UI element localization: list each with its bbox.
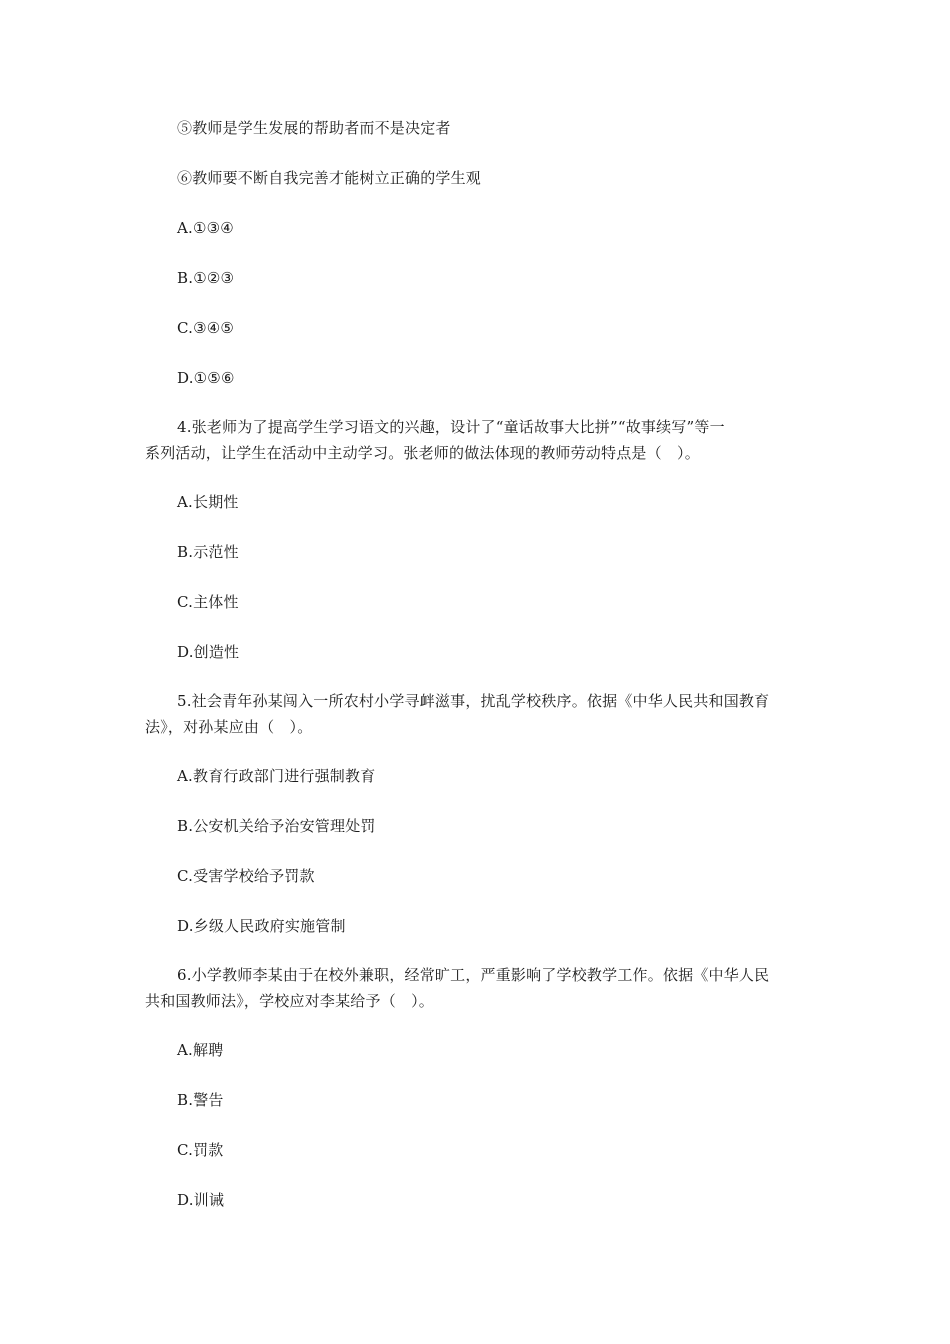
statement-5: ⑤教师是学生发展的帮助者而不是决定者: [177, 119, 451, 137]
q3-option-a: A.①③④: [177, 219, 234, 237]
q4-option-d: D.创造性: [177, 643, 240, 661]
q5-option-d: D.乡级人民政府实施管制: [177, 917, 346, 935]
q3-option-b: B.①②③: [177, 269, 235, 287]
q4-option-a: A.长期性: [177, 493, 239, 511]
q5-option-a: A.教育行政部门进行强制教育: [177, 767, 376, 785]
q6-stem-line1: 6.小学教师李某由于在校外兼职，经常旷工，严重影响了学校教学工作。依据《中华人民: [177, 966, 770, 984]
q5-option-c: C.受害学校给予罚款: [177, 867, 315, 885]
q4-option-c: C.主体性: [177, 593, 239, 611]
q5-stem-line1: 5.社会青年孙某闯入一所农村小学寻衅滋事，扰乱学校秩序。依据《中华人民共和国教育: [177, 692, 770, 710]
q6-option-c: C.罚款: [177, 1141, 224, 1159]
q3-option-c: C.③④⑤: [177, 319, 235, 337]
q6-option-a: A.解聘: [177, 1041, 224, 1059]
q6-option-d: D.训诫: [177, 1191, 225, 1209]
q3-option-d: D.①⑤⑥: [177, 369, 235, 387]
q4-option-b: B.示范性: [177, 543, 239, 561]
q4-stem-line1: 4.张老师为了提高学生学习语文的兴趣，设计了“童话故事大比拼”“故事续写”等一: [177, 418, 725, 436]
q6-option-b: B.警告: [177, 1091, 224, 1109]
q6-stem-line2: 共和国教师法》，学校应对李某给予（ ）。: [145, 992, 435, 1010]
q5-stem-line2: 法》，对孙某应由（ ）。: [145, 718, 313, 736]
q5-option-b: B.公安机关给予治安管理处罚: [177, 817, 376, 835]
statement-6: ⑥教师要不断自我完善才能树立正确的学生观: [177, 169, 482, 187]
q4-stem-line2: 系列活动，让学生在活动中主动学习。张老师的做法体现的教师劳动特点是（ ）。: [145, 444, 700, 462]
